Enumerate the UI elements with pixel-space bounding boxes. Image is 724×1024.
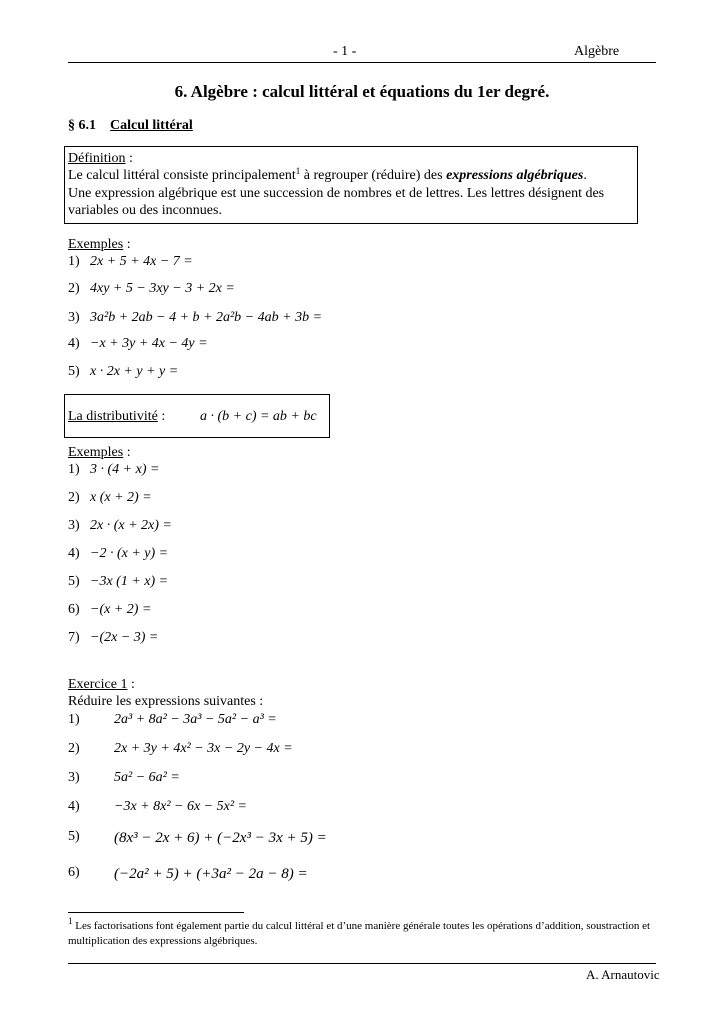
item-number: 5): [68, 829, 80, 844]
item-number: 3): [68, 770, 80, 785]
header-subject: Algèbre: [574, 44, 620, 59]
header-rule: [68, 62, 656, 63]
expression: −x + 3y + 4x − 4y =: [90, 336, 208, 351]
item-number: 1): [68, 712, 80, 727]
exercise-item: [68, 865, 308, 883]
definition-text-2: à regrouper (réduire) des: [300, 168, 447, 183]
item-number: 3): [68, 310, 80, 325]
definition-emphasis: expressions algébriques: [446, 168, 584, 183]
page-title: 6. Algèbre : calcul littéral et équations du 1er degré.: [174, 82, 550, 101]
definition-label-line: [68, 151, 133, 167]
example-1-item: [68, 254, 193, 270]
expression: −3x + 8x² − 6x − 5x² =: [114, 799, 247, 814]
exercise-1-colon: :: [127, 677, 135, 692]
examples-1-label-line: [68, 237, 131, 253]
exercise-item: [68, 799, 247, 815]
definition-colon: :: [125, 151, 133, 166]
footnote-rule: [68, 912, 244, 913]
section-title: Calcul littéral: [110, 118, 193, 133]
page-number: - 1 -: [333, 44, 357, 59]
example-2-item: [68, 518, 172, 534]
expression: 2x + 3y + 4x² − 3x − 2y − 4x =: [114, 741, 293, 756]
distributivity-formula: a · (b + c) = ab + bc: [200, 409, 317, 424]
item-number: 7): [68, 630, 80, 645]
item-number: 4): [68, 336, 80, 351]
definition-line-1: [68, 168, 587, 184]
footer-author: A. Arnautovic: [586, 967, 660, 982]
item-number: 5): [68, 574, 80, 589]
footnote-mark: 1: [68, 916, 73, 926]
example-2-item: [68, 546, 168, 562]
distributivity-line: [68, 409, 165, 425]
definition-label: Définition: [68, 151, 126, 166]
expression: 2x + 5 + 4x − 7 =: [90, 254, 193, 269]
item-number: 2): [68, 741, 80, 756]
expression: 3 · (4 + x) =: [90, 462, 160, 477]
example-2-item: [68, 574, 168, 590]
section-heading: [68, 118, 193, 134]
expression: x (x + 2) =: [90, 490, 152, 505]
example-2-item: [68, 462, 159, 478]
examples-2-label-line: [68, 445, 131, 461]
footer-rule: [68, 963, 656, 964]
example-2-item: [68, 490, 152, 506]
examples-2-label: Exemples: [68, 445, 124, 460]
example-1-item: [68, 364, 178, 380]
expression: 5a² − 6a² =: [114, 770, 180, 785]
exercise-1-instruction: Réduire les expressions suivantes :: [68, 694, 264, 709]
item-number: 4): [68, 546, 80, 561]
item-number: 2): [68, 490, 80, 505]
item-number: 4): [68, 799, 80, 814]
item-number: 1): [68, 462, 80, 477]
exercise-item: [68, 712, 277, 728]
exercise-item: [68, 770, 180, 786]
footnote: [68, 916, 668, 949]
expression: −(x + 2) =: [90, 602, 152, 617]
item-number: 2): [68, 281, 80, 296]
example-2-item: [68, 602, 151, 618]
footnote-reference: 1: [295, 166, 301, 176]
example-1-item: [68, 310, 322, 326]
expression: 2a³ + 8a² − 3a³ − 5a² − a³ =: [114, 712, 277, 727]
expression: (8x³ − 2x + 6) + (−2x³ − 3x + 5) =: [114, 830, 327, 846]
definition-text-1: Le calcul littéral consiste principalement: [68, 168, 296, 183]
exercise-item: [68, 741, 293, 757]
expression: −(2x − 3) =: [90, 630, 159, 645]
exercise-item: [68, 829, 327, 847]
expression: 3a²b + 2ab − 4 + b + 2a²b − 4ab + 3b =: [90, 310, 323, 325]
exercise-1-label: Exercice 1: [68, 677, 128, 692]
item-number: 5): [68, 364, 80, 379]
definition-text-3: .: [583, 168, 587, 183]
definition-line-3: variables ou des inconnues.: [68, 203, 222, 218]
distributivity-colon: :: [157, 409, 166, 424]
examples-2-colon: :: [123, 445, 131, 460]
item-number: 1): [68, 254, 80, 269]
expression: −3x (1 + x) =: [90, 574, 169, 589]
expression: 2x · (x + 2x) =: [90, 518, 172, 533]
distributivity-label: La distributivité: [68, 409, 158, 424]
exercise-1-label-line: [68, 677, 135, 693]
item-number: 3): [68, 518, 80, 533]
example-2-item: [68, 630, 158, 646]
examples-1-colon: :: [123, 237, 131, 252]
item-number: 6): [68, 865, 80, 880]
expression: x · 2x + y + y =: [90, 364, 179, 379]
footnote-text: Les factorisations font également partie du calcul littéral et d’une manière générale toutes les opérations d’addition, soustraction et multiplication des expressions algébriques.: [68, 920, 651, 947]
item-number: 6): [68, 602, 80, 617]
expression: (−2a² + 5) + (+3a² − 2a − 8) =: [114, 866, 308, 882]
definition-line-2: Une expression algébrique est une succession de nombres et de lettres. Les lettres désignent des: [68, 186, 605, 201]
example-1-item: [68, 281, 235, 297]
section-number: § 6.1: [68, 118, 96, 133]
examples-1-label: Exemples: [68, 237, 124, 252]
example-1-item: [68, 336, 208, 352]
expression: −2 · (x + y) =: [90, 546, 169, 561]
expression: 4xy + 5 − 3xy − 3 + 2x =: [90, 281, 235, 296]
